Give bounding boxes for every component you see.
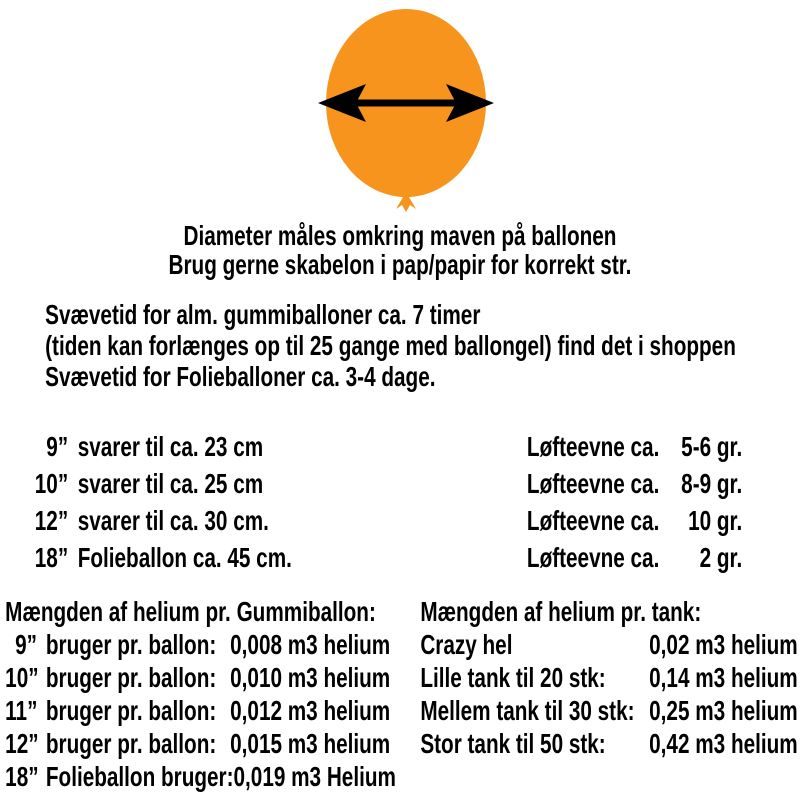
helium-amount: 0,019 m3 Helium <box>233 761 396 792</box>
row-label: Lille tank til 20 stk: <box>420 662 606 693</box>
helium-amount: 0,14 m3 helium <box>649 662 798 693</box>
table-row <box>5 727 420 760</box>
row-label: bruger pr. ballon: <box>45 629 217 660</box>
helium-amount: 0,42 m3 helium <box>649 728 798 759</box>
balloon-size: 18” <box>34 542 69 573</box>
size-description: svarer til ca. 25 cm <box>77 468 264 499</box>
float-info-line-1: Svævetid for alm. gummiballoner ca. 7 timer <box>45 299 481 330</box>
lift-value: 5-6 gr. <box>681 431 743 462</box>
table-row <box>5 760 420 793</box>
helium-per-tank-column <box>420 595 800 793</box>
helium-amount: 0,02 m3 helium <box>649 629 798 660</box>
balloon-size: 12” <box>34 505 69 536</box>
helium-amount: 0,010 m3 helium <box>230 662 391 693</box>
float-time-info <box>0 299 800 392</box>
table-row <box>5 661 420 694</box>
helium-per-balloon-column <box>0 595 420 793</box>
table-row <box>420 628 797 661</box>
balloon-size: 9” <box>46 431 69 462</box>
lift-label: Løfteevne ca. <box>526 542 660 573</box>
table-row <box>420 694 797 727</box>
table-row <box>35 539 742 576</box>
balloon-size: 9” <box>15 629 38 660</box>
column-title: Mængden af helium pr. Gummiballon: <box>5 596 376 627</box>
row-label: Crazy hel <box>420 629 513 660</box>
helium-amount: 0,015 m3 helium <box>230 728 391 759</box>
table-row <box>420 727 797 760</box>
caption-line-2: Brug gerne skabelon i pap/papir for korrekt str. <box>168 249 632 280</box>
row-label: bruger pr. ballon: <box>45 695 217 726</box>
lift-label: Løfteevne ca. <box>526 505 660 536</box>
row-label: Mellem tank til 30 stk: <box>420 695 635 726</box>
balloon-size: 11” <box>5 695 38 726</box>
balloon-size: 10” <box>34 468 69 499</box>
table-row <box>35 465 742 502</box>
lift-value: 8-9 gr. <box>681 468 743 499</box>
size-description: svarer til ca. 23 cm <box>77 431 264 462</box>
balloon-diagram <box>306 0 506 213</box>
balloon-size: 18” <box>5 761 39 792</box>
row-label: bruger pr. ballon: <box>45 728 217 759</box>
helium-amount: 0,008 m3 helium <box>230 629 391 660</box>
table-row <box>35 502 742 539</box>
lift-value: 10 gr. <box>688 505 743 536</box>
size-table <box>0 428 800 576</box>
helium-section <box>0 595 800 793</box>
table-row <box>5 694 420 727</box>
row-label: bruger pr. ballon: <box>45 662 217 693</box>
balloon-size: 10” <box>5 662 39 693</box>
table-row <box>420 661 797 694</box>
helium-amount: 0,25 m3 helium <box>649 695 798 726</box>
row-label: Stor tank til 50 stk: <box>420 728 606 759</box>
size-description: Folieballon ca. 45 cm. <box>77 542 292 573</box>
table-row <box>35 428 742 465</box>
row-label: Folieballon bruger: <box>45 761 234 792</box>
balloon-size: 12” <box>5 728 39 759</box>
caption-line-1: Diameter måles omkring maven på ballonen <box>183 220 617 251</box>
lift-label: Løfteevne ca. <box>526 431 660 462</box>
lift-label: Løfteevne ca. <box>526 468 660 499</box>
lift-value: 2 gr. <box>699 542 743 573</box>
column-title: Mængden af helium pr. tank: <box>420 596 702 627</box>
caption <box>0 221 800 279</box>
table-row <box>5 628 420 661</box>
float-info-line-2: (tiden kan forlænges op til 25 gange med ballongel) find det i shoppen <box>45 330 736 361</box>
balloon-figure <box>0 0 800 213</box>
size-description: svarer til ca. 30 cm. <box>77 505 269 536</box>
float-info-line-3: Svævetid for Folieballoner ca. 3-4 dage. <box>45 361 436 392</box>
helium-amount: 0,012 m3 helium <box>230 695 391 726</box>
